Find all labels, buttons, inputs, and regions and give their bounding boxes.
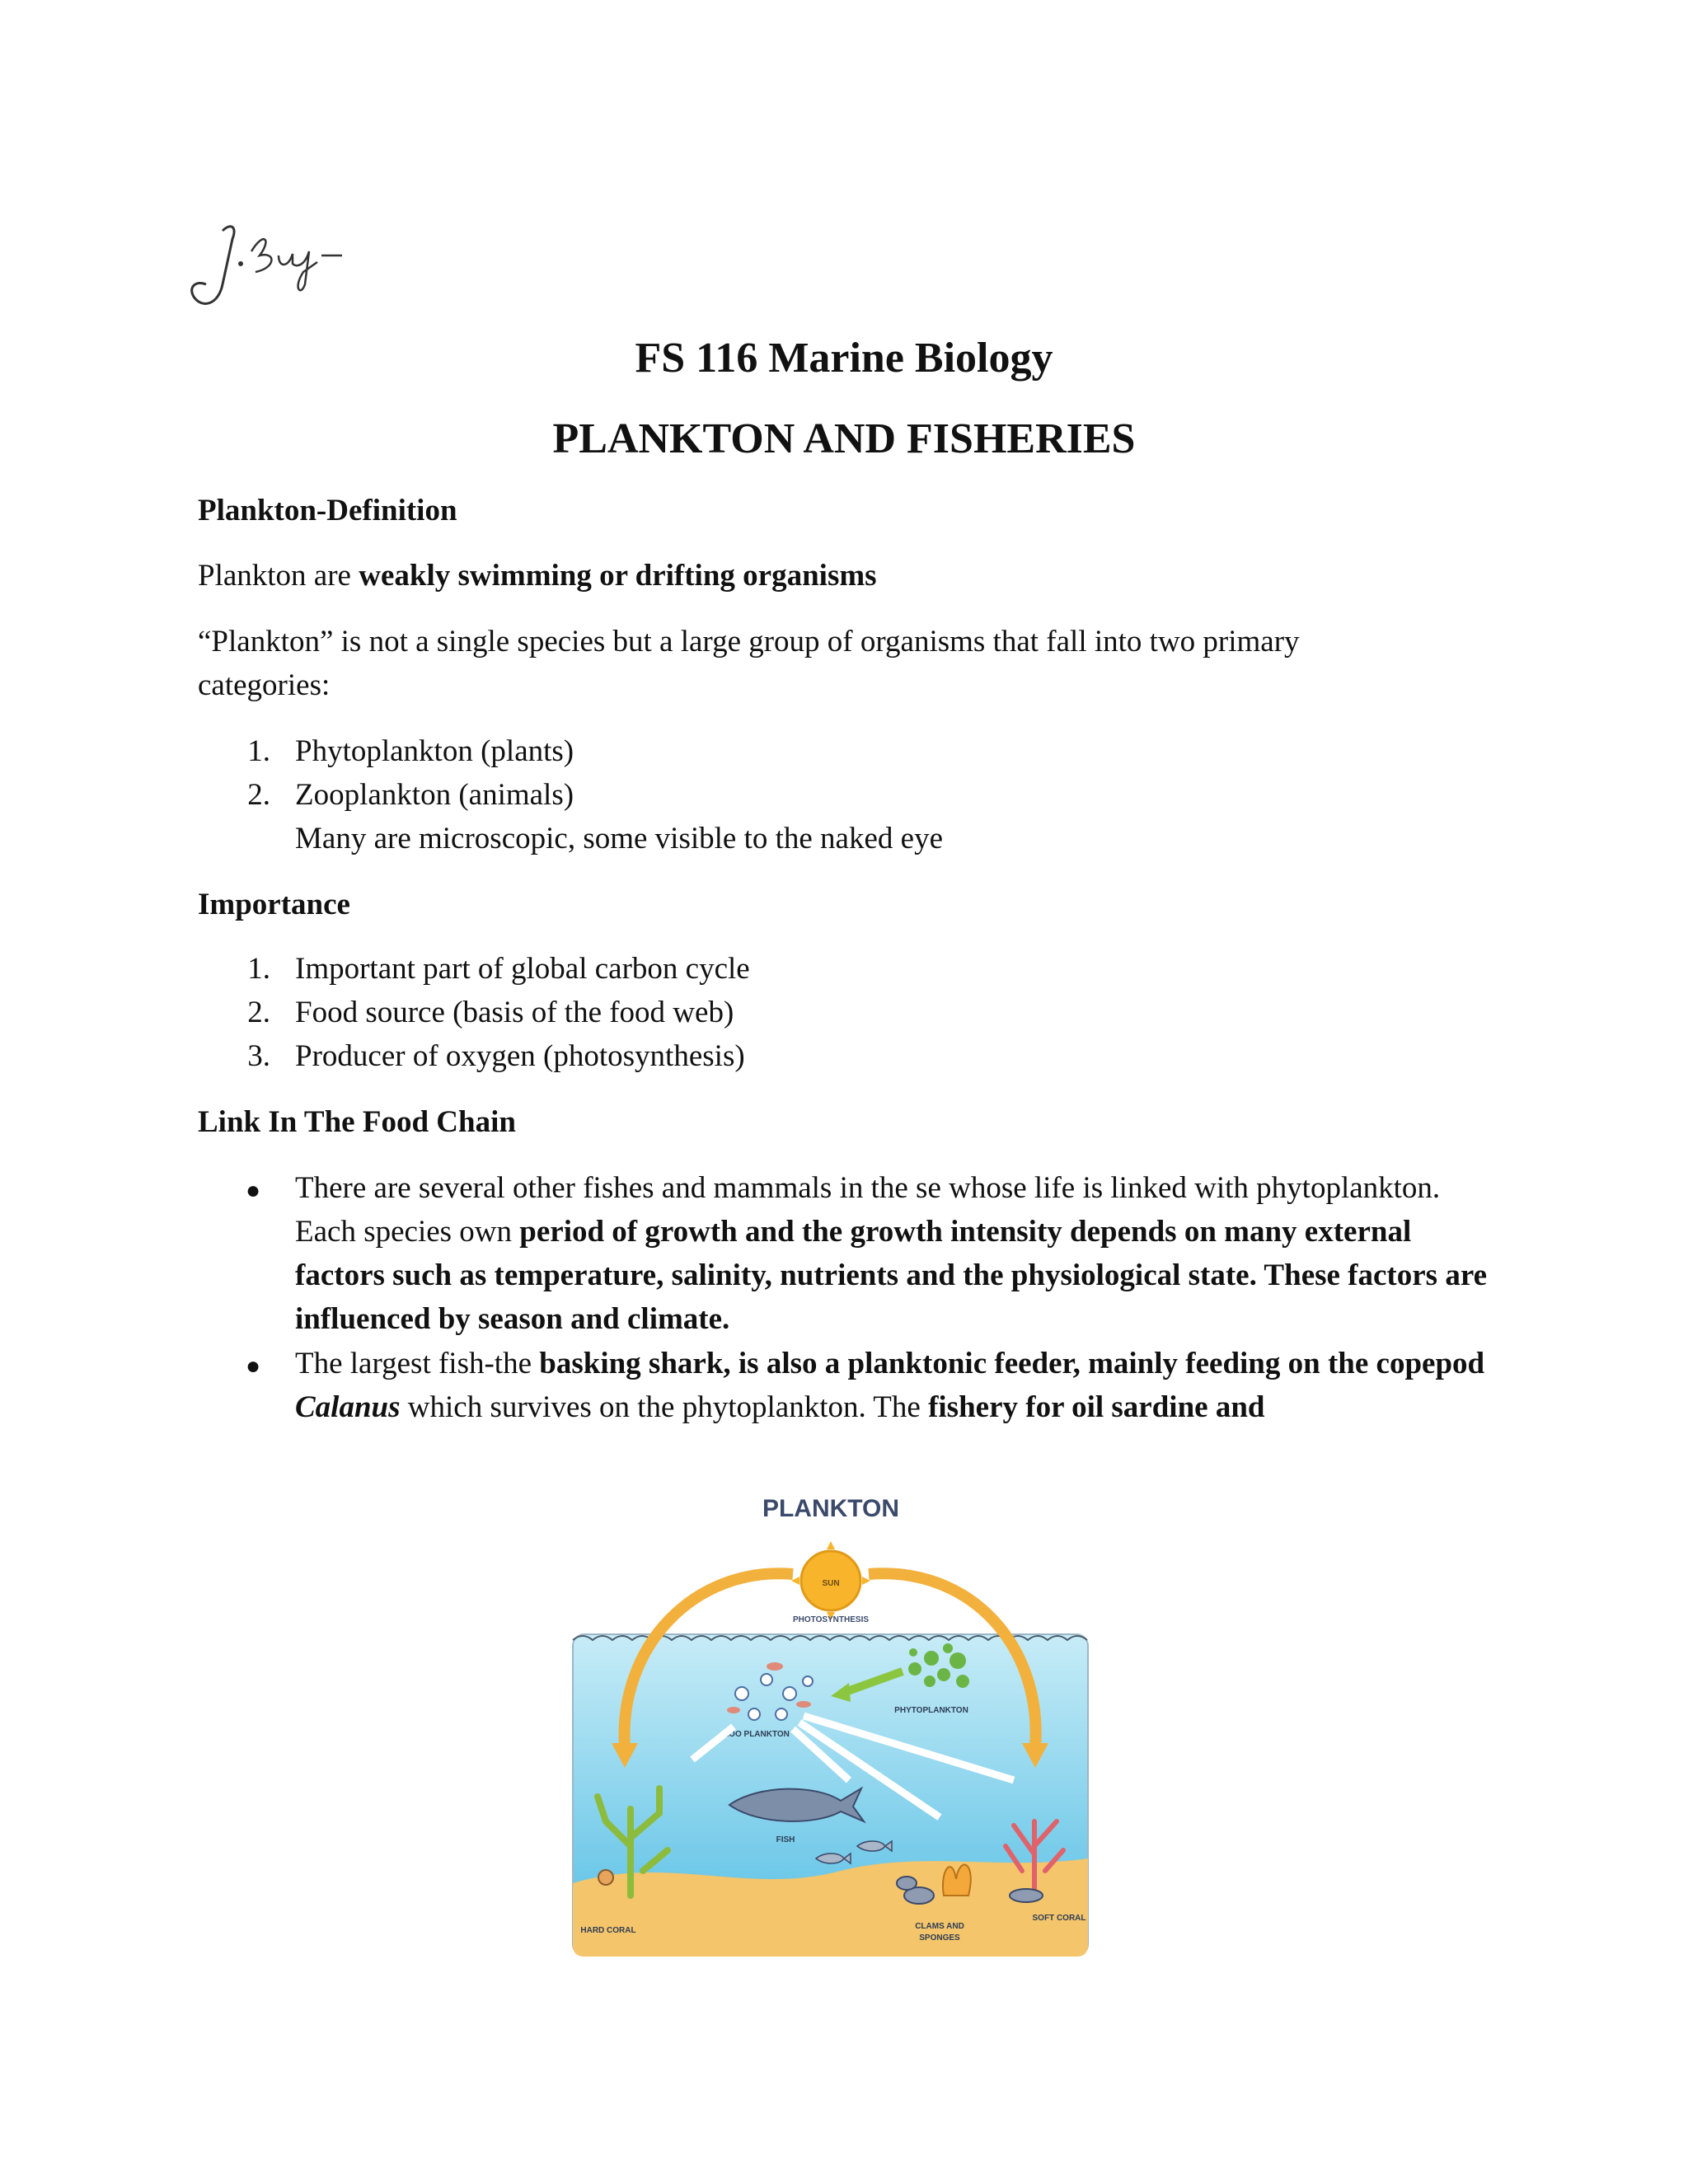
document-title: FS 116 Marine Biology [635,335,1053,382]
plankton-diagram [569,1483,1092,1961]
svg-text:HARD CORAL: HARD CORAL [580,1926,636,1935]
svg-text:SPONGES: SPONGES [919,1933,960,1943]
svg-text:PHYTOPLANKTON: PHYTOPLANKTON [894,1706,968,1715]
bullet-icon: ● [246,1177,261,1204]
bullet-icon: ● [246,1352,261,1380]
heading-food-chain: Link In The Food Chain [198,1105,516,1139]
svg-text:ZOO PLANKTON: ZOO PLANKTON [724,1730,790,1739]
heading-importance: Importance [198,888,350,921]
signature-image [173,206,363,321]
snail-icon [598,1870,613,1885]
heading-definition: Plankton-Definition [198,494,457,527]
definition-line: Plankton are weakly swimming or drifting organisms [198,559,877,593]
document-subtitle: PLANKTON AND FISHERIES [552,415,1136,462]
svg-text:CLAMS AND: CLAMS AND [915,1922,964,1931]
svg-text:FISH: FISH [776,1835,795,1844]
svg-text:SUN: SUN [822,1579,840,1588]
bullet-paragraph: The largest fish-the basking shark, is also a planktonic feeder, mainly feeding on the copepod Calanus which survives on the phytoplankton. The fishery for oil sardine and [295,1347,1485,1424]
svg-text:SOFT CORAL: SOFT CORAL [1032,1914,1086,1923]
diagram-title: PLANKTON [762,1495,900,1522]
svg-text:PHOTOSYNTHESIS: PHOTOSYNTHESIS [792,1615,870,1624]
bullet-paragraph: There are several other fishes and mammals in the se whose life is linked with phytoplankton. Each species own period of growth and the growth intensity depends on many external factors such as temperature, salinity, nutrients and the physiological state. These factors are influenced by season and climate. [295,1171,1487,1336]
definition-paragraph: “Plankton” is not a single species but a large group of organisms that fall into two primary categories: [198,625,1300,702]
